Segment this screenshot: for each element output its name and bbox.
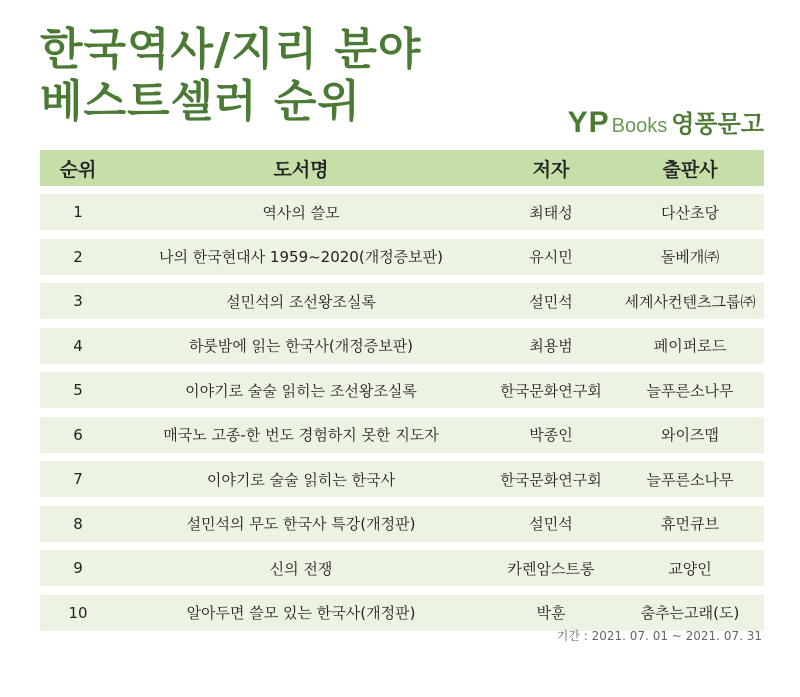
rank-cell: 10 xyxy=(68,603,88,622)
header-title: 도서명 xyxy=(273,158,329,181)
table-row xyxy=(40,194,764,230)
table-row xyxy=(40,550,764,586)
brand-name: 영풍문고 xyxy=(671,110,764,138)
author-cell: 최태성 xyxy=(529,203,573,222)
author-cell: 한국문화연구회 xyxy=(500,381,602,400)
title-cell: 나의 한국현대사 1959~2020(개정증보판) xyxy=(158,248,444,266)
rank-cell: 4 xyxy=(73,336,83,355)
title-line-2: 베스트셀러 순위 xyxy=(40,76,361,127)
author-cell: 최용범 xyxy=(529,337,573,355)
author-cell: 카렌암스트롱 xyxy=(507,559,595,578)
period-note: 기간 : 2021. 07. 01 ~ 2021. 07. 31 xyxy=(556,629,762,643)
publisher-cell: 교양인 xyxy=(668,559,712,578)
header-rank: 순위 xyxy=(59,158,97,181)
author-cell: 설민석 xyxy=(529,292,573,311)
title-cell: 이야기로 술술 읽히는 조선왕조실록 xyxy=(185,381,417,400)
publisher-cell: 세계사컨텐츠그룹㈜ xyxy=(624,292,756,311)
table-row xyxy=(40,283,764,319)
rank-cell: 3 xyxy=(73,292,83,310)
header-author: 저자 xyxy=(532,158,570,181)
table-header xyxy=(40,150,764,186)
publisher-cell: 다산초당 xyxy=(661,203,719,222)
rank-cell: 1 xyxy=(73,203,83,221)
publisher-cell: 늘푸른소나무 xyxy=(646,470,734,489)
publisher-cell: 늘푸른소나무 xyxy=(646,381,734,400)
rank-cell: 2 xyxy=(73,247,83,266)
title-cell: 매국노 고종-한 번도 경험하지 못한 지도자 xyxy=(163,426,439,444)
publisher-cell: 돌베개㈜ xyxy=(660,248,720,266)
table-row xyxy=(40,506,764,542)
brand-yp: YP xyxy=(567,106,610,139)
author-cell: 한국문화연구회 xyxy=(500,470,602,489)
brand-books: Books xyxy=(611,115,668,137)
rank-cell: 6 xyxy=(73,425,83,444)
author-cell: 유시민 xyxy=(529,248,573,266)
author-cell: 박종인 xyxy=(529,426,573,444)
bestseller-table xyxy=(40,150,764,639)
title-cell: 신의 전쟁 xyxy=(269,559,333,578)
title-cell: 알아두면 쓸모 있는 한국사(개정판) xyxy=(186,604,416,622)
publisher-cell: 춤추는고래(도) xyxy=(640,604,740,622)
table-row xyxy=(40,239,764,275)
rank-cell: 7 xyxy=(73,470,83,488)
title-cell: 역사의 쓸모 xyxy=(262,203,340,222)
title-cell: 설민석의 조선왕조실록 xyxy=(226,292,376,311)
author-cell: 설민석 xyxy=(529,515,573,533)
brand-logo xyxy=(568,104,764,140)
publisher-cell: 와이즈맵 xyxy=(661,426,719,444)
rank-cell: 5 xyxy=(73,381,83,399)
title-line-1: 한국역사/지리 분야 xyxy=(40,24,422,75)
publisher-cell: 휴먼큐브 xyxy=(661,515,719,533)
table-row xyxy=(40,372,764,408)
publisher-cell: 페이퍼로드 xyxy=(653,337,727,355)
table-body xyxy=(40,194,764,631)
table-row xyxy=(40,328,764,364)
page-title xyxy=(40,24,421,128)
rank-cell: 8 xyxy=(73,514,83,533)
table-row xyxy=(40,595,764,631)
title-cell: 이야기로 술술 읽히는 한국사 xyxy=(206,470,396,489)
header-publisher: 출판사 xyxy=(662,158,718,181)
title-cell: 하룻밤에 읽는 한국사(개정증보판) xyxy=(188,337,414,355)
author-cell: 박훈 xyxy=(536,604,566,622)
table-row xyxy=(40,461,764,497)
rank-cell: 9 xyxy=(73,559,83,577)
table-row xyxy=(40,417,764,453)
title-cell: 설민석의 무도 한국사 특강(개정판) xyxy=(186,515,416,533)
